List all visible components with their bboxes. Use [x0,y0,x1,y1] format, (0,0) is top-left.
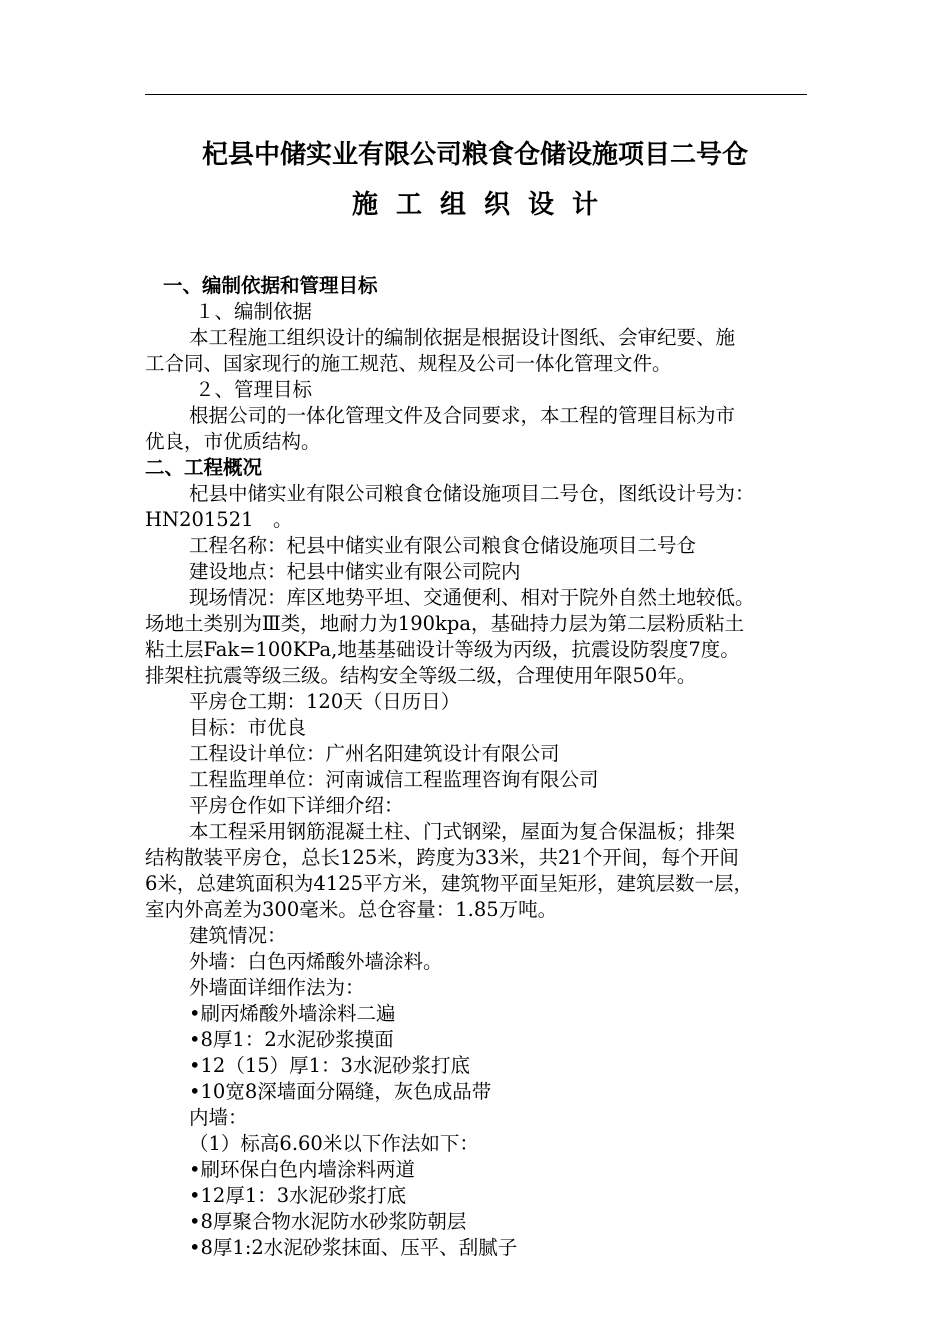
paragraph-line: （1）标高6.60米以下作法如下： [189,1132,479,1155]
section-heading: 二、工程概况 [145,456,263,479]
paragraph-line: 粘土层Fak=100KPa,地基基础设计等级为丙级，抗震设防裂度7度。 [145,638,740,661]
paragraph-line: •刷环保白色内墙涂料两道 [189,1158,416,1181]
paragraph-line: 外墙面详细作法为： [189,976,365,999]
paragraph-line: 外墙：白色丙烯酸外墙涂料。 [189,950,443,973]
paragraph-line: 工合同、国家现行的施工规范、规程及公司一体化管理文件。 [145,352,672,375]
paragraph-line: 6米，总建筑面积为4125平方米，建筑物平面呈矩形，建筑层数一层， [145,872,754,895]
section-heading: 一、编制依据和管理目标 [163,274,378,297]
paragraph-line: 本工程施工组织设计的编制依据是根据设计图纸、会审纪要、施 [189,326,736,349]
paragraph-line: •8厚聚合物水泥防水砂浆防朝层 [189,1210,467,1233]
header-rule [145,94,807,95]
paragraph-line: 目标：市优良 [189,716,307,739]
document-title: 杞县中储实业有限公司粮食仓储设施项目二号仓 [201,140,748,170]
paragraph-line: 建筑情况： [189,924,287,947]
paragraph-line: HN201521 。 [145,508,293,531]
paragraph-line: 工程名称：杞县中储实业有限公司粮食仓储设施项目二号仓 [189,534,697,557]
document-subtitle: 施工组织设计 [351,190,616,220]
paragraph-line: •8厚1:2水泥砂浆抹面、压平、刮腻子 [189,1236,518,1259]
paragraph-line: 室内外高差为300毫米。总仓容量：1.85万吨。 [145,898,558,921]
paragraph-line: ２、管理目标 [195,378,313,401]
paragraph-line: 平房仓作如下详细介绍： [189,794,404,817]
paragraph-line: •10宽8深墙面分隔缝，灰色成品带 [189,1080,492,1103]
paragraph-line: １、编制依据 [195,300,313,323]
paragraph-line: •8厚1：2水泥砂浆摸面 [189,1028,394,1051]
paragraph-line: 平房仓工期：120天（日历日） [189,690,461,713]
paragraph-line: 排架柱抗震等级三级。结构安全等级二级，合理使用年限50年。 [145,664,697,687]
paragraph-line: 建设地点：杞县中储实业有限公司院内 [189,560,521,583]
paragraph-line: 工程设计单位：广州名阳建筑设计有限公司 [189,742,560,765]
paragraph-line: 杞县中储实业有限公司粮食仓储设施项目二号仓，图纸设计号为： [189,482,755,505]
paragraph-line: 现场情况：库区地势平坦、交通便利、相对于院外自然土地较低。 [189,586,755,609]
paragraph-line: •12（15）厚1：3水泥砂浆打底 [189,1054,470,1077]
paragraph-line: •12厚1：3水泥砂浆打底 [189,1184,407,1207]
paragraph-line: 工程监理单位：河南诚信工程监理咨询有限公司 [189,768,599,791]
paragraph-line: •刷丙烯酸外墙涂料二遍 [189,1002,396,1025]
paragraph-line: 本工程采用钢筋混凝土柱、门式钢梁，屋面为复合保温板；排架 [189,820,736,843]
paragraph-line: 根据公司的一体化管理文件及合同要求，本工程的管理目标为市 [189,404,736,427]
paragraph-line: 优良，市优质结构。 [145,430,321,453]
paragraph-line: 内墙： [189,1106,248,1129]
document-body [145,273,815,1261]
paragraph-line: 场地土类别为Ⅲ类，地耐力为190kpa，基础持力层为第二层粉质粘土 [145,612,744,635]
paragraph-line: 结构散装平房仓，总长125米，跨度为33米，共21个开间，每个开间 [145,846,739,869]
